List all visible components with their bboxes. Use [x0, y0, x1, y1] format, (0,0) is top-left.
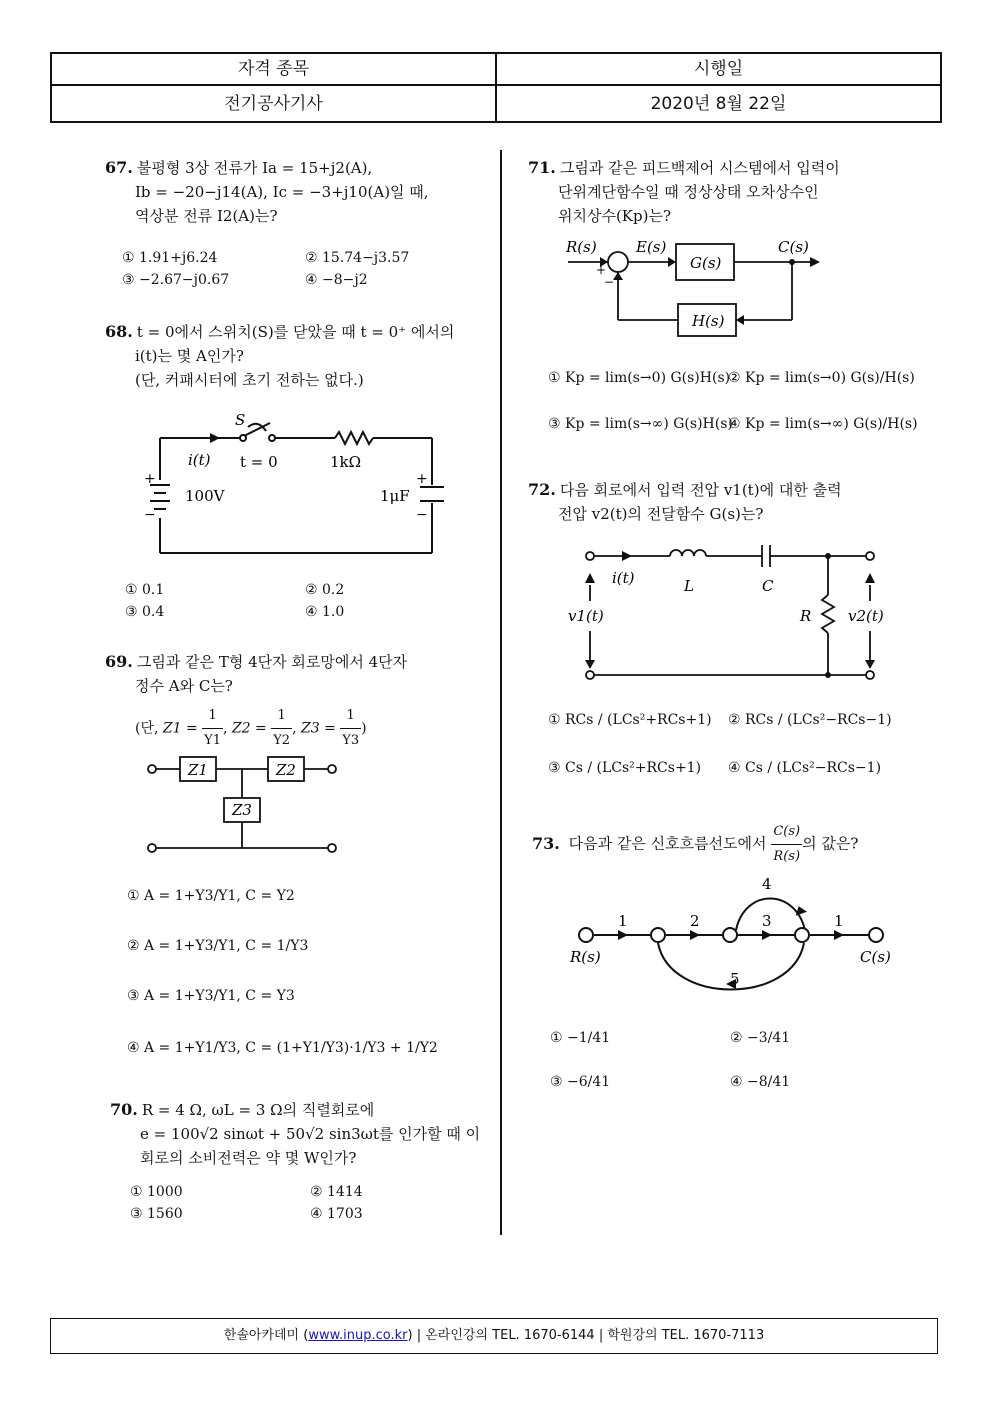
question-68: [105, 320, 490, 392]
question-73: 73. 다음과 같은 신호흐름선도에서 $\frac{C(s)}{R(s)}$ 의 값은?: [532, 820, 912, 869]
z3-label: Z3: [232, 801, 252, 819]
output-node-label: C(s): [860, 948, 891, 966]
option-4[interactable]: ④ Cs / (LCs²−RCs−1): [728, 760, 882, 776]
capacitor-label: C: [762, 577, 774, 595]
gain-6: 1: [834, 912, 844, 930]
option-1[interactable]: ① Kp = lim(s→0) G(s)H(s): [548, 370, 731, 386]
question-70: [110, 1098, 490, 1170]
option-1[interactable]: ① 1000: [130, 1184, 183, 1200]
question-number: 67.: [105, 158, 133, 177]
z1-label: Z1: [188, 761, 208, 779]
question-text: 위치상수(Kp)는?: [558, 207, 672, 225]
question-number: 70.: [110, 1100, 138, 1119]
current-label: i(t): [188, 451, 211, 469]
option-4[interactable]: ④ 1.0: [305, 604, 345, 620]
footer-contacts: ) | 온라인강의 TEL. 1670-6144 | 학원강의 TEL. 1670-7113: [407, 1328, 765, 1343]
feedback-block-diagram: [560, 232, 840, 332]
question-text: 전압 v2(t)의 전달함수 G(s)는?: [558, 505, 764, 523]
rlc-circuit-diagram: [560, 545, 890, 685]
rc-circuit-diagram: [130, 405, 470, 565]
option-2[interactable]: ② RCs / (LCs²−RCs−1): [728, 712, 892, 728]
option-1[interactable]: ① RCs / (LCs²+RCs+1): [548, 712, 712, 728]
resistor-label: R: [800, 607, 812, 625]
option-4[interactable]: ④ −8−j2: [305, 272, 368, 288]
question-number: 73.: [532, 833, 560, 853]
current-label: i(t): [612, 569, 635, 587]
question-72: [528, 478, 918, 526]
gain-1: 1: [618, 912, 628, 930]
question-number: 72.: [528, 480, 556, 499]
footer-url-link[interactable]: www.inup.co.kr: [308, 1328, 408, 1343]
t-network-diagram: [140, 752, 350, 852]
source-minus: −: [144, 507, 156, 523]
source-label: 100V: [185, 487, 225, 505]
capacitor-label: 1μF: [380, 487, 410, 505]
option-4[interactable]: ④ 1703: [310, 1206, 363, 1222]
option-2[interactable]: ② A = 1+Y3/Y1, C = 1/Y3: [127, 938, 309, 954]
plus-sign: +: [596, 263, 607, 277]
gain-4: 4: [762, 875, 772, 893]
question-text: t = 0에서 스위치(S)를 닫았을 때 t = 0⁺ 에서의: [136, 323, 455, 341]
option-3[interactable]: ③ 1560: [130, 1206, 183, 1222]
question-text: 그림과 같은 T형 4단자 회로망에서 4단자: [136, 653, 408, 671]
option-2[interactable]: ② Kp = lim(s→0) G(s)/H(s): [728, 370, 915, 386]
output-label: C(s): [778, 238, 809, 256]
footer-academy: 한솔아카데미 (: [223, 1328, 309, 1343]
g-block-label: G(s): [690, 254, 722, 272]
option-1[interactable]: ① 0.1: [125, 582, 165, 598]
h-block-label: H(s): [692, 312, 725, 330]
option-2[interactable]: ② 15.74−j3.57: [305, 250, 410, 266]
cap-plus: +: [416, 471, 428, 487]
question-69: [105, 650, 485, 698]
header-row-1: [52, 54, 940, 86]
v2-label: v2(t): [848, 607, 884, 625]
option-3[interactable]: ③ Cs / (LCs²+RCs+1): [548, 760, 702, 776]
input-node-label: R(s): [570, 948, 601, 966]
question-67: [105, 156, 485, 228]
header-date: 2020년 8월 22일: [495, 86, 940, 122]
question-number: 69.: [105, 652, 133, 671]
option-2[interactable]: ② 1414: [310, 1184, 363, 1200]
minus-sign: −: [604, 275, 615, 289]
question-text: 다음과 같은 신호흐름선도에서: [568, 834, 767, 853]
option-3[interactable]: ③ −2.67−j0.67: [122, 272, 230, 288]
question-text: 역상분 전류 I2(A)는?: [135, 207, 278, 225]
inductor-label: L: [684, 577, 694, 595]
header-col1-title: 자격 종목: [237, 59, 310, 79]
option-1[interactable]: ① 1.91+j6.24: [122, 250, 218, 266]
question-text: (단, 커패시터에 초기 전하는 없다.): [135, 371, 364, 389]
question-text: i(t)는 몇 A인가?: [135, 347, 244, 365]
option-4[interactable]: ④ A = 1+Y1/Y3, C = (1+Y1/Y3)·1/Y3 + 1/Y2: [127, 1040, 438, 1056]
gain-3: 3: [762, 912, 772, 930]
header-table: [50, 52, 942, 123]
question-text: 단위계단함수일 때 정상상태 오차상수인: [558, 183, 819, 201]
option-3[interactable]: ③ 0.4: [125, 604, 165, 620]
v1-label: v1(t): [568, 607, 604, 625]
option-3[interactable]: ③ A = 1+Y3/Y1, C = Y3: [127, 988, 295, 1004]
time-label: t = 0: [240, 453, 278, 471]
question-text: R = 4 Ω, ωL = 3 Ω의 직렬회로에: [141, 1101, 375, 1119]
option-1[interactable]: ① A = 1+Y3/Y1, C = Y2: [127, 888, 295, 904]
input-label: R(s): [566, 238, 597, 256]
header-col2-title: 시행일: [495, 54, 940, 84]
footer-bar: [50, 1318, 938, 1354]
question-text: 그림과 같은 피드백제어 시스템에서 입력이: [559, 159, 840, 177]
option-4[interactable]: ④ Kp = lim(s→∞) G(s)/H(s): [728, 416, 918, 432]
error-label: E(s): [636, 238, 667, 256]
signal-flow-graph: [560, 870, 900, 1000]
question-text: 회로의 소비전력은 약 몇 W인가?: [140, 1149, 357, 1167]
question-text: Ib = −20−j14(A), Ic = −3+j10(A)일 때,: [135, 183, 429, 201]
question-text: 정수 A와 C는?: [135, 677, 233, 695]
switch-label: S: [235, 411, 246, 429]
question-71: [528, 156, 918, 228]
option-3[interactable]: ③ Kp = lim(s→∞) G(s)H(s): [548, 416, 733, 432]
header-subject: 전기공사기사: [224, 94, 323, 114]
option-2[interactable]: ② 0.2: [305, 582, 345, 598]
option-2[interactable]: ② −3/41: [730, 1030, 791, 1046]
question-text: e = 100√2 sinωt + 50√2 sin3ωt를 인가할 때 이: [140, 1125, 481, 1143]
question-number: 68.: [105, 322, 133, 341]
question-number: 71.: [528, 158, 556, 177]
option-4[interactable]: ④ −8/41: [730, 1074, 791, 1090]
column-divider: [500, 150, 502, 1235]
resistor-label: 1kΩ: [330, 453, 362, 471]
header-row-2: [52, 86, 940, 122]
cap-minus: −: [416, 507, 428, 523]
z2-label: Z2: [276, 761, 296, 779]
question-69-condition: (단, Z1 = $\frac{1}{Y1}$ , Z2 = $\frac{1}{Y2}$ , Z3 = $\frac{1}{Y3}$ ): [135, 704, 367, 753]
gain-5: 5: [730, 970, 740, 988]
gain-2: 2: [690, 912, 700, 930]
option-3[interactable]: ③ −6/41: [550, 1074, 611, 1090]
question-text: 다음 회로에서 입력 전압 v1(t)에 대한 출력: [559, 481, 842, 499]
option-1[interactable]: ① −1/41: [550, 1030, 611, 1046]
source-plus: +: [144, 471, 156, 487]
question-text: 불평형 3상 전류가 Ia = 15+j2(A),: [136, 159, 373, 177]
